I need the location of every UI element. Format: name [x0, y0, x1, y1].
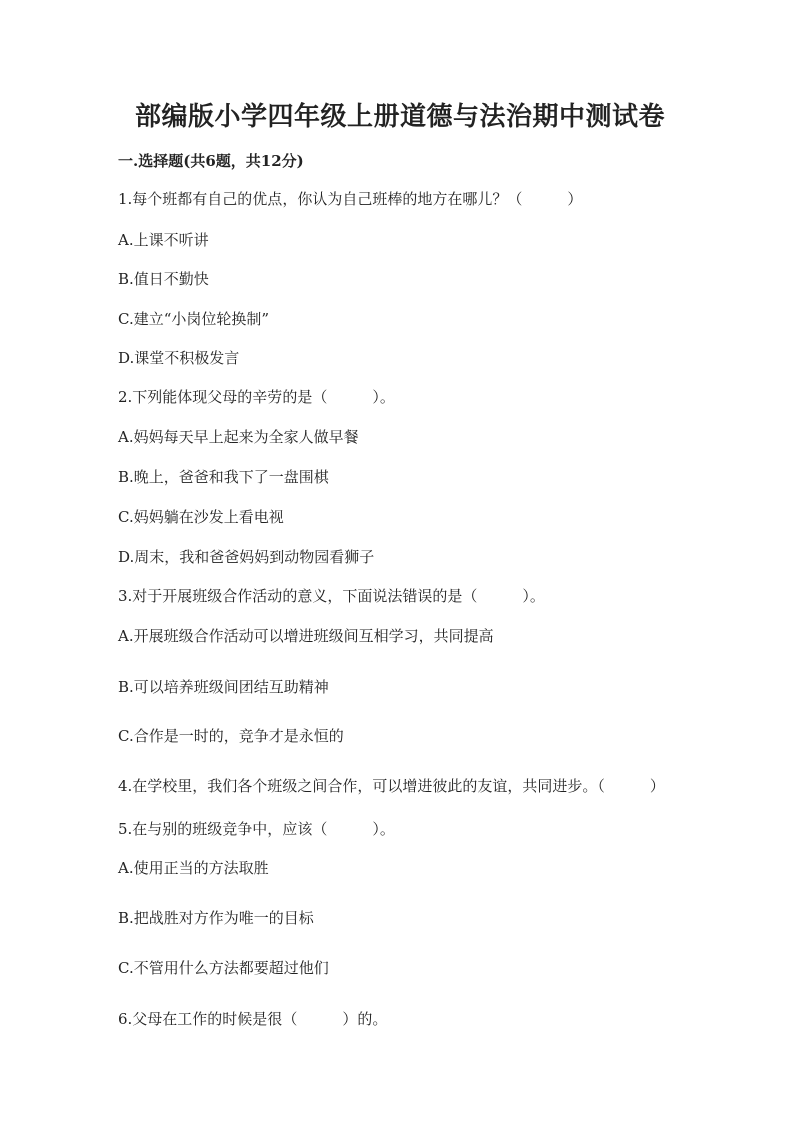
question-1: 1.每个班都有自己的优点，你认为自己班棒的地方在哪儿？（ ） — [118, 190, 583, 208]
q2-option-d: D.周末，我和爸爸妈妈到动物园看狮子 — [118, 548, 375, 566]
section-heading: 一.选择题(共6题，共12分) — [118, 152, 304, 170]
q1-option-a: A.上课不听讲 — [118, 231, 209, 249]
q5-option-a: A.使用正当的方法取胜 — [118, 859, 269, 877]
q2-option-c: C.妈妈躺在沙发上看电视 — [118, 508, 284, 526]
q3-option-b: B.可以培养班级间团结互助精神 — [118, 678, 329, 696]
question-3: 3.对于开展班级合作活动的意义，下面说法错误的是（ ）。 — [118, 587, 545, 605]
q5-option-b: B.把战胜对方作为唯一的目标 — [118, 909, 314, 927]
q1-option-b: B.值日不勤快 — [118, 270, 209, 288]
q2-option-b: B.晚上，爸爸和我下了一盘围棋 — [118, 468, 329, 486]
question-4: 4.在学校里，我们各个班级之间合作，可以增进彼此的友谊，共同进步。（ ） — [118, 777, 665, 795]
question-6: 6.父母在工作的时候是很（ ）的。 — [118, 1010, 388, 1028]
q1-option-d: D.课堂不积极发言 — [118, 349, 240, 367]
q5-option-c: C.不管用什么方法都要超过他们 — [118, 959, 329, 977]
question-5: 5.在与别的班级竞争中，应该（ ）。 — [118, 820, 395, 838]
q3-option-a: A.开展班级合作活动可以增进班级间互相学习，共同提高 — [118, 627, 494, 645]
q1-option-c: C.建立“小岗位轮换制” — [118, 310, 270, 328]
q2-option-a: A.妈妈每天早上起来为全家人做早餐 — [118, 428, 359, 446]
exam-title: 部编版小学四年级上册道德与法治期中测试卷 — [134, 102, 665, 132]
question-2: 2.下列能体现父母的辛劳的是（ ）。 — [118, 388, 395, 406]
q3-option-c: C.合作是一时的，竞争才是永恒的 — [118, 727, 344, 745]
